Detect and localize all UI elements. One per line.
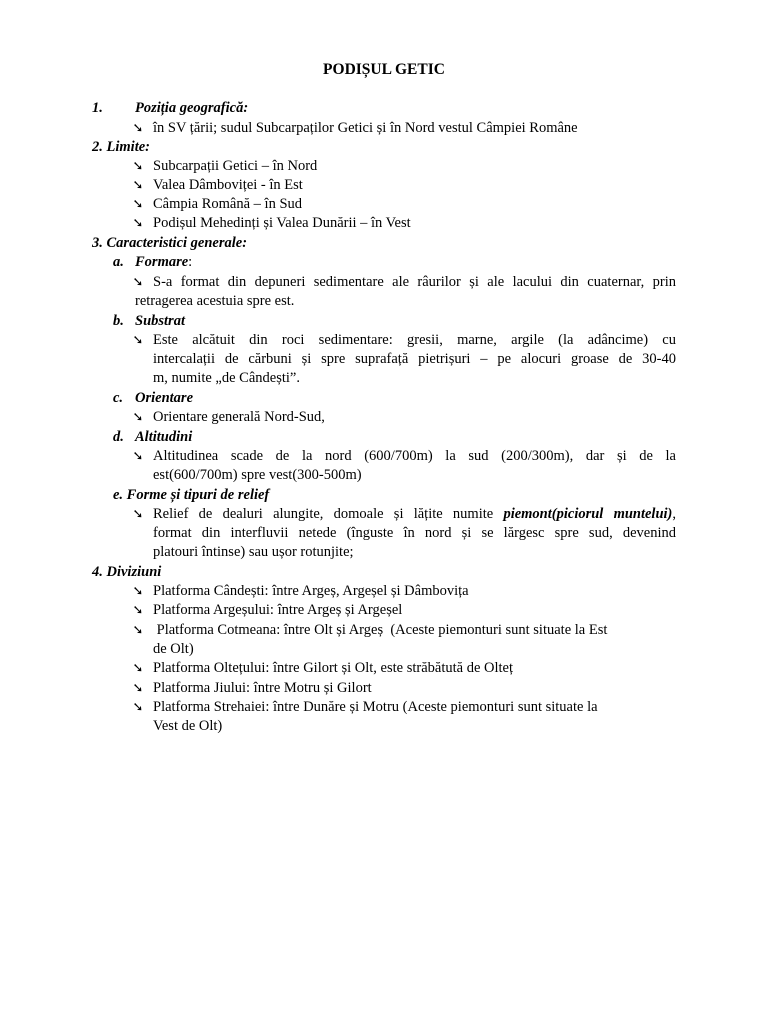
bullet-arrow-icon: ➘ [132, 159, 144, 174]
subsection-a-letter: a. [113, 254, 124, 270]
section-2-heading: 2. Limite: [92, 139, 150, 155]
substrat-text-line: Este alcătuit din roci sedimentare: gresii, marne, argile (la adâncime) cu [153, 332, 676, 348]
section-1-heading: Poziția geografică: [135, 100, 249, 116]
bullet-arrow-icon: ➘ [132, 681, 144, 696]
limit-item: Subcarpații Getici – în Nord [153, 158, 318, 174]
bullet-arrow-icon: ➘ [132, 178, 144, 193]
section-1-number: 1. [92, 100, 103, 116]
bullet-arrow-icon: ➘ [132, 410, 144, 425]
bullet-arrow-icon: ➘ [132, 121, 144, 136]
page-title: PODIȘUL GETIC [323, 61, 445, 78]
bullet-arrow-icon: ➘ [132, 333, 144, 348]
relief-text-line: format din interfluvii netede (înguste în nord și se lărgesc spre sud, devenind [153, 525, 676, 541]
section-4-heading: 4. Diviziuni [92, 564, 162, 580]
bullet-arrow-icon: ➘ [132, 661, 144, 676]
limit-item: Podișul Mehedinți și Valea Dunării – în Vest [153, 215, 411, 231]
section-3-heading: 3. Caracteristici generale: [92, 235, 248, 251]
altitudini-text-line: est(600/700m) spre vest(300-500m) [153, 467, 362, 483]
subsection-d-label: Altitudini [135, 429, 193, 445]
subsection-c-label: Orientare [135, 390, 193, 406]
division-item: Platforma Cândești: între Argeș, Argeșel și Dâmbovița [153, 583, 469, 599]
subsection-b-label: Substrat [135, 313, 185, 329]
subsection-d-letter: d. [113, 429, 124, 445]
altitudini-text-line: Altitudinea scade de la nord (600/700m) la sud (200/300m), dar și de la [153, 448, 676, 464]
bullet-arrow-icon: ➘ [132, 449, 144, 464]
division-item: Platforma Strehaiei: între Dunăre și Motru (Aceste piemonturi sunt situate la [153, 699, 598, 715]
division-item: Platforma Cotmeana: între Olt și Argeș (Aceste piemonturi sunt situate la Est [153, 622, 608, 638]
substrat-text-line: m, numite „de Cândești”. [153, 370, 300, 386]
relief-text-line [153, 505, 676, 524]
limit-item: Câmpia Română – în Sud [153, 196, 303, 212]
formare-text-line: S-a format din depuneri sedimentare ale râurilor și ale lacului din cuaternar, prin [153, 274, 676, 290]
subsection-e-heading: e. Forme și tipuri de relief [113, 487, 270, 503]
bullet-arrow-icon: ➘ [132, 216, 144, 231]
division-item-continuation: de Olt) [153, 641, 194, 657]
formare-text-line: retragerea acestuia spre est. [135, 293, 295, 309]
bullet-arrow-icon: ➘ [132, 275, 144, 290]
bullet-arrow-icon: ➘ [132, 507, 144, 522]
division-item-continuation: Vest de Olt) [153, 718, 223, 734]
division-item: Platforma Oltețului: între Gilort și Olt, este străbătută de Olteț [153, 660, 514, 676]
bullet-arrow-icon: ➘ [132, 603, 144, 618]
subsection-a-colon: : [188, 254, 193, 270]
division-item: Platforma Jiului: între Motru și Gilort [153, 680, 372, 696]
limit-item: Valea Dâmboviței - în Est [153, 177, 303, 193]
division-item: Platforma Argeșului: între Argeș și Argeșel [153, 602, 403, 618]
subsection-c-letter: c. [113, 390, 124, 406]
subsection-a-label: Formare [135, 254, 189, 270]
bullet-arrow-icon: ➘ [132, 700, 144, 715]
piemont-term: piemont(piciorul muntelui) [503, 506, 673, 522]
relief-text-line: platouri întinse) sau ușor rotunjite; [153, 544, 354, 560]
section-1-item: în SV țării; sudul Subcarpaților Getici și în Nord vestul Câmpiei Române [153, 120, 578, 136]
bullet-arrow-icon: ➘ [132, 584, 144, 599]
substrat-text-line: intercalații de cărbuni și spre suprafață pietrișuri – pe alocuri groase de 30-40 [153, 351, 676, 367]
orientare-text: Orientare generală Nord-Sud, [153, 409, 325, 425]
subsection-b-letter: b. [113, 313, 124, 329]
relief-text-comma: , [672, 506, 677, 522]
bullet-arrow-icon: ➘ [132, 197, 144, 212]
bullet-arrow-icon: ➘ [132, 623, 144, 638]
relief-text-part: Relief de dealuri alungite, domoale și lățite numite [153, 506, 504, 522]
